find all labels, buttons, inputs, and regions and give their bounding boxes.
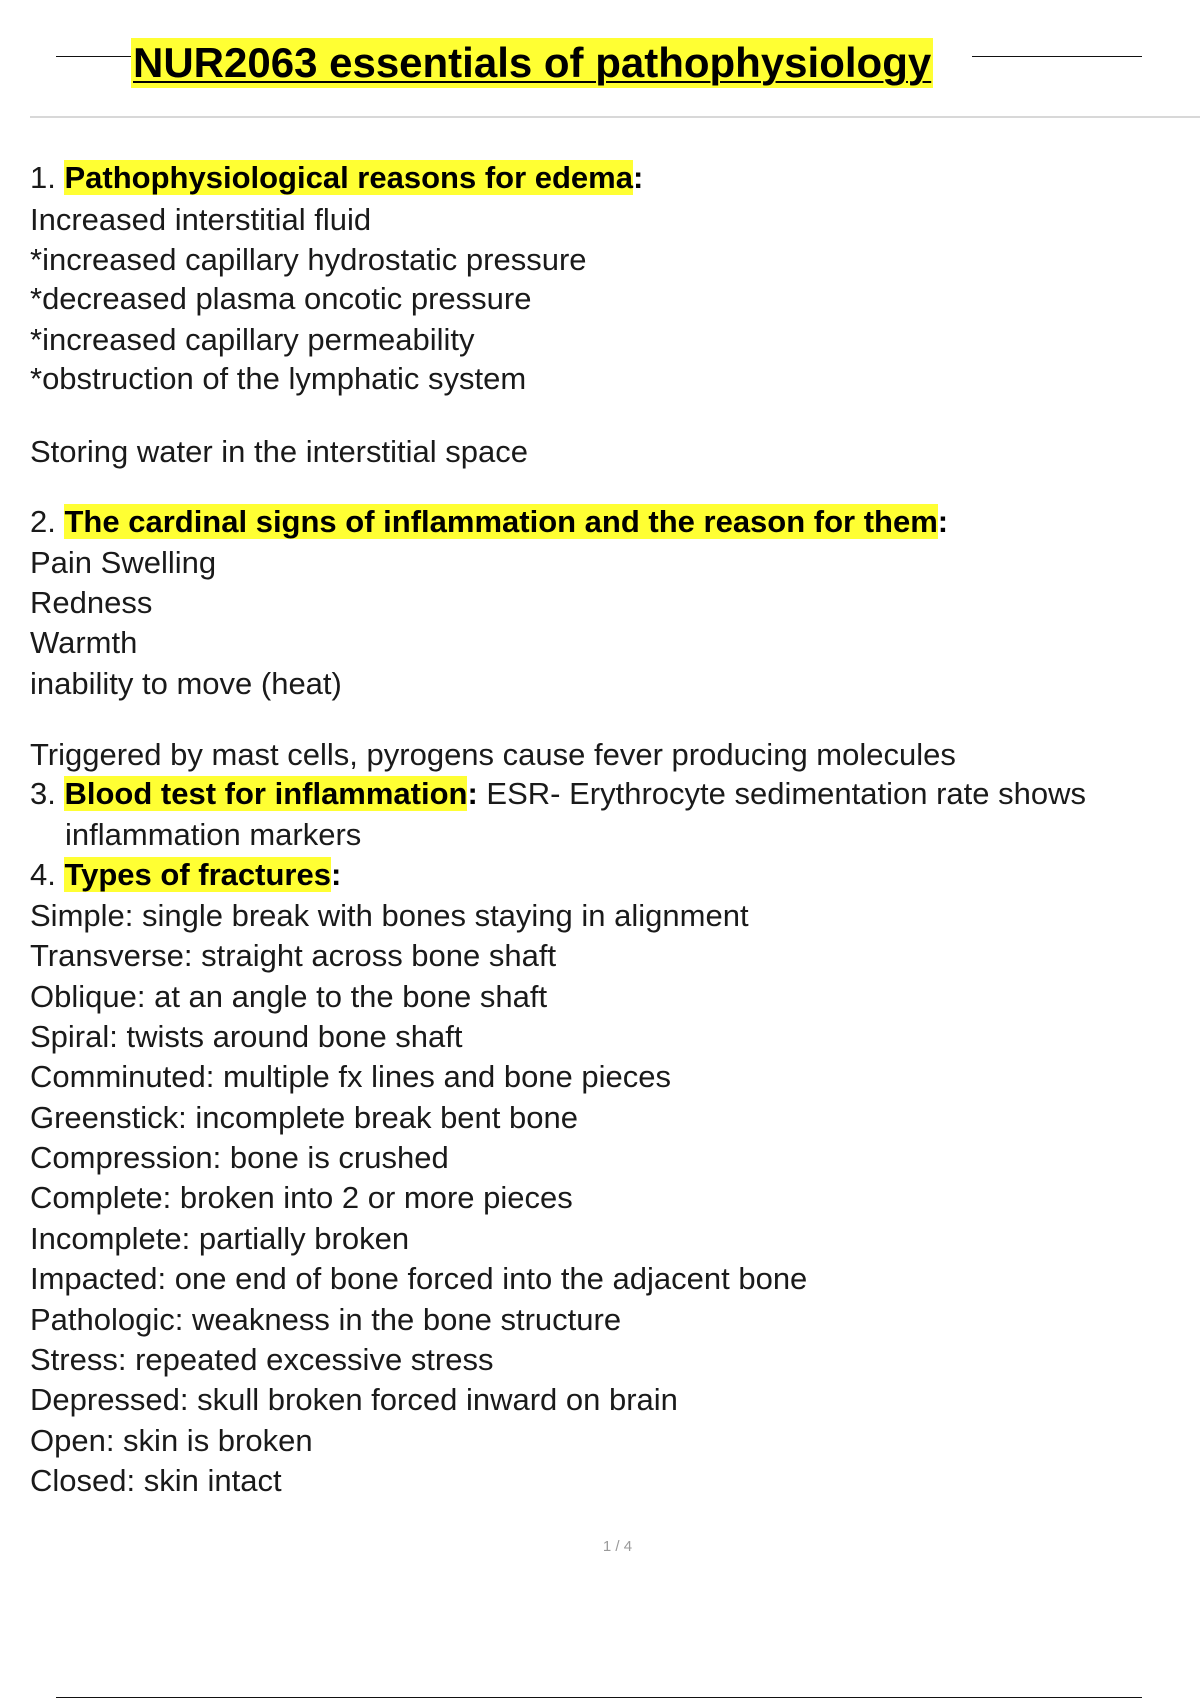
list-item: Depressed: skull broken forced inward on brain xyxy=(30,1382,678,1417)
section-heading-highlight: The cardinal signs of inflammation and the reason for them xyxy=(64,504,938,539)
list-item: Complete: broken into 2 or more pieces xyxy=(30,1180,573,1215)
heading-colon: : xyxy=(467,776,478,811)
list-item: Closed: skin intact xyxy=(30,1463,282,1498)
section-heading-highlight: Types of fractures xyxy=(64,857,331,892)
section-continuation: inflammation markers xyxy=(65,817,362,852)
heading-colon: : xyxy=(330,857,342,892)
section-1-heading xyxy=(30,158,643,198)
section-note: Storing water in the interstitial space xyxy=(30,434,528,469)
list-item: Open: skin is broken xyxy=(30,1423,313,1458)
section-4-heading xyxy=(30,855,341,895)
list-item: Simple: single break with bones staying in alignment xyxy=(30,898,749,933)
section-inline-text: ESR- Erythrocyte sedimentation rate shows xyxy=(477,776,1087,811)
section-number: 2. xyxy=(30,504,56,539)
header-divider xyxy=(30,116,1200,118)
list-item: Stress: repeated excessive stress xyxy=(30,1342,494,1377)
list-item: Comminuted: multiple fx lines and bone pieces xyxy=(30,1059,672,1094)
list-item: Transverse: straight across bone shaft xyxy=(30,938,557,973)
heading-colon: : xyxy=(937,504,949,539)
section-2-heading xyxy=(30,502,948,542)
page-indicator: 1 / 4 xyxy=(602,1538,633,1555)
list-item: Greenstick: incomplete break bent bone xyxy=(30,1100,578,1135)
section-number: 4. xyxy=(30,857,56,892)
document-title: NUR2063 essentials of pathophysiology xyxy=(133,39,932,86)
list-item: *increased capillary permeability xyxy=(30,322,475,357)
section-heading-highlight: Blood test for inflammation xyxy=(64,776,468,811)
footer-rule xyxy=(56,1697,1142,1698)
section-heading-highlight: Pathophysiological reasons for edema xyxy=(64,160,633,195)
list-item: Redness xyxy=(30,585,153,620)
list-item: Compression: bone is crushed xyxy=(30,1140,449,1175)
section-note: Triggered by mast cells, pyrogens cause fever producing molecules xyxy=(30,737,956,772)
section-3-heading xyxy=(30,774,1086,814)
title-rule-right xyxy=(972,56,1142,57)
list-item: *obstruction of the lymphatic system xyxy=(30,361,527,396)
list-item: Impacted: one end of bone forced into the adjacent bone xyxy=(30,1261,808,1296)
list-item: Incomplete: partially broken xyxy=(30,1221,410,1256)
list-item: inability to move (heat) xyxy=(30,666,342,701)
list-item: *increased capillary hydrostatic pressure xyxy=(30,242,587,277)
list-item: Pain Swelling xyxy=(30,545,217,580)
list-item: Oblique: at an angle to the bone shaft xyxy=(30,979,548,1014)
list-item: Increased interstitial fluid xyxy=(30,202,372,237)
list-item: Spiral: twists around bone shaft xyxy=(30,1019,463,1054)
heading-colon: : xyxy=(632,160,644,195)
list-item: *decreased plasma oncotic pressure xyxy=(30,281,532,316)
list-item: Pathologic: weakness in the bone structure xyxy=(30,1302,622,1337)
list-item: Warmth xyxy=(30,625,138,660)
title-rule-left xyxy=(56,56,134,57)
section-number: 3. xyxy=(30,776,56,811)
section-number: 1. xyxy=(30,160,56,195)
